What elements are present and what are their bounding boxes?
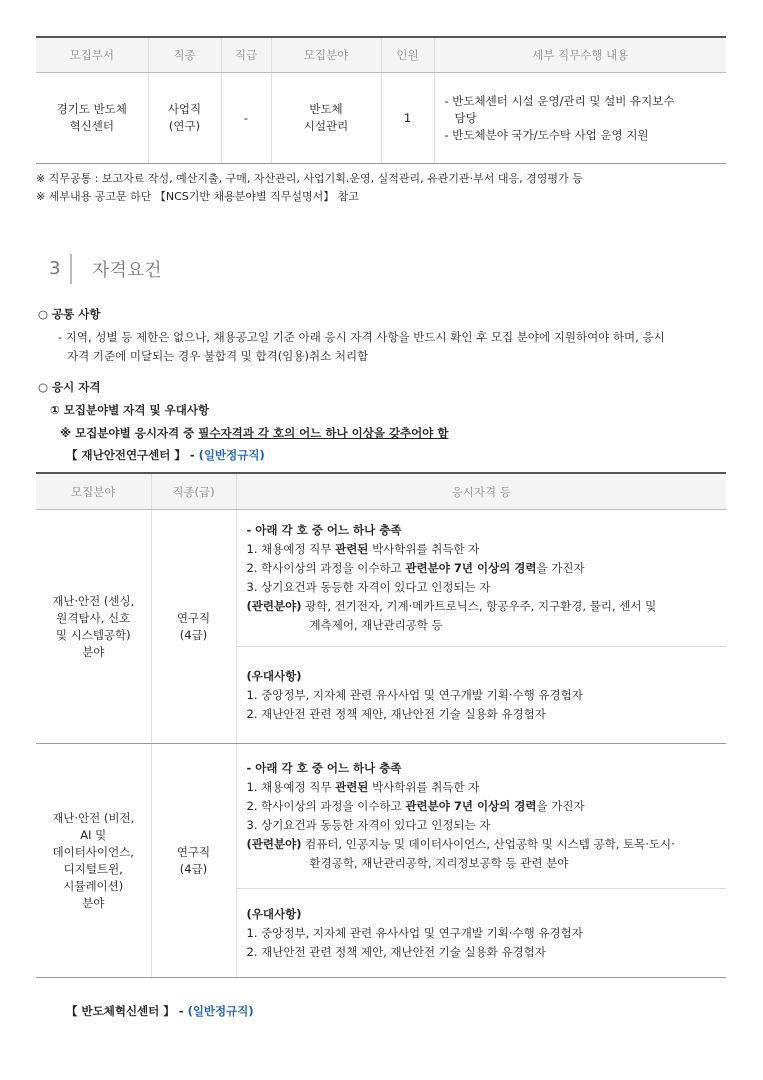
- header-details: 세부 직무수행 내용: [434, 37, 726, 73]
- qualification-sub: ① 모집분야별 자격 및 우대사항: [50, 403, 210, 417]
- cell-field: 반도체 시설관리: [271, 73, 381, 164]
- center2-label: 【 반도체혁신센터 】 - (일반정규직): [66, 1004, 254, 1018]
- header-job-type: 직종: [148, 37, 221, 73]
- cell-grade: 연구직 (4급): [151, 510, 236, 744]
- section-number: 3: [38, 254, 72, 284]
- table-row: [36, 744, 726, 889]
- cell-requirements: - 아래 각 호 중 어느 하나 충족 1. 채용예정 직무 관련된 박사학위를 취득한 자 2. 학사이상의 과정을 이수하고 관련분야 7년 이상의 경력을 가진자 3. 상기요건과 동등한 자격이 있다고 인정되는 자 (관련분야) 광학, 전기전자, 기계·메카트로닉스, 항공우주, 지구환경, 물리, 센서 및 계측제어, 재난관리공학 등: [236, 510, 726, 647]
- note-line: ※ 세부내용 공고문 하단 【NCS기반 채용분야별 직무설명서】 참고: [36, 190, 359, 203]
- cell-area: 재난·안전 (센싱, 원격탐사, 신호 및 시스템공학) 분야: [36, 510, 151, 744]
- center1-label: 【 재난안전연구센터 】 - (일반정규직): [66, 448, 265, 462]
- qualification-table: [36, 472, 726, 978]
- cell-preferences: (우대사항) 1. 중앙정부, 지자체 관련 유사사업 및 연구개발 기획·수행 유경험자 2. 재난안전 관련 정책 제안, 재난안전 기술 실용화 유경험자: [236, 889, 726, 978]
- header-requirements: 응시자격 등: [236, 473, 726, 510]
- cell-requirements: - 아래 각 호 중 어느 하나 충족 1. 채용예정 직무 관련된 박사학위를 취득한 자 2. 학사이상의 과정을 이수하고 관련분야 7년 이상의 경력을 가진자 3. 상기요건과 동등한 자격이 있다고 인정되는 자 (관련분야) 컴퓨터, 인공지능 및 데이터사이언스, 산업공학 및 시스템 공학, 토목·도시· 환경공학, 재난관리공학, 지리정보공학 등 관련 분야: [236, 744, 726, 889]
- notes: [36, 170, 583, 206]
- header-area: 모집분야: [36, 473, 151, 510]
- cell-job-type: 사업직 (연구): [148, 73, 221, 164]
- header-grade: 직종(급): [151, 473, 236, 510]
- common-line: 자격 기준에 미달되는 경우 불합격 및 합격(임용)취소 처리함: [67, 349, 369, 363]
- recruitment-table: [36, 36, 726, 164]
- table-row: [36, 510, 726, 647]
- cell-preferences: (우대사항) 1. 중앙정부, 지자체 관련 유사사업 및 연구개발 기획·수행 유경험자 2. 재난안전 관련 정책 제안, 재난안전 기술 실용화 유경험자: [236, 647, 726, 744]
- cell-area: 재난·안전 (비전, AI 및 데이터사이언스, 디지털트윈, 시뮬레이션) 분야: [36, 744, 151, 978]
- section-title: 자격요건: [92, 260, 162, 281]
- header-dept: 모집부서: [36, 37, 148, 73]
- cell-count: 1: [381, 73, 434, 164]
- header-count: 인원: [381, 37, 434, 73]
- common-heading: ○ 공통 사항: [38, 307, 101, 321]
- qualification-note: ※ 모집분야별 응시자격 중 필수자격과 각 호의 어느 하나 이상을 갖추어야 함: [60, 426, 449, 440]
- table-header-row: [36, 37, 726, 73]
- table-row: [36, 73, 726, 164]
- qualification-heading: ○ 응시 자격: [38, 380, 101, 394]
- cell-dept: 경기도 반도체 혁신센터: [36, 73, 148, 164]
- header-grade: 직급: [221, 37, 271, 73]
- cell-grade: 연구직 (4급): [151, 744, 236, 978]
- note-line: ※ 직무공통 : 보고자료 작성, 예산지출, 구매, 자산관리, 사업기획.운영, 실적관리, 유관기관·부서 대응, 경영평가 등: [36, 172, 583, 185]
- table-header-row: [36, 473, 726, 510]
- cell-grade: -: [221, 73, 271, 164]
- common-line: - 지역, 성별 등 제한은 없으나, 채용공고일 기준 아래 응시 자격 사항을 반드시 확인 후 모집 분야에 지원하여야 하며, 응시: [58, 330, 665, 344]
- section-heading: [38, 252, 162, 286]
- header-field: 모집분야: [271, 37, 381, 73]
- cell-details: - 반도체센터 시설 운영/관리 및 설비 유지보수 담당 - 반도체분야 국가/도수탁 사업 운영 지원: [434, 73, 726, 164]
